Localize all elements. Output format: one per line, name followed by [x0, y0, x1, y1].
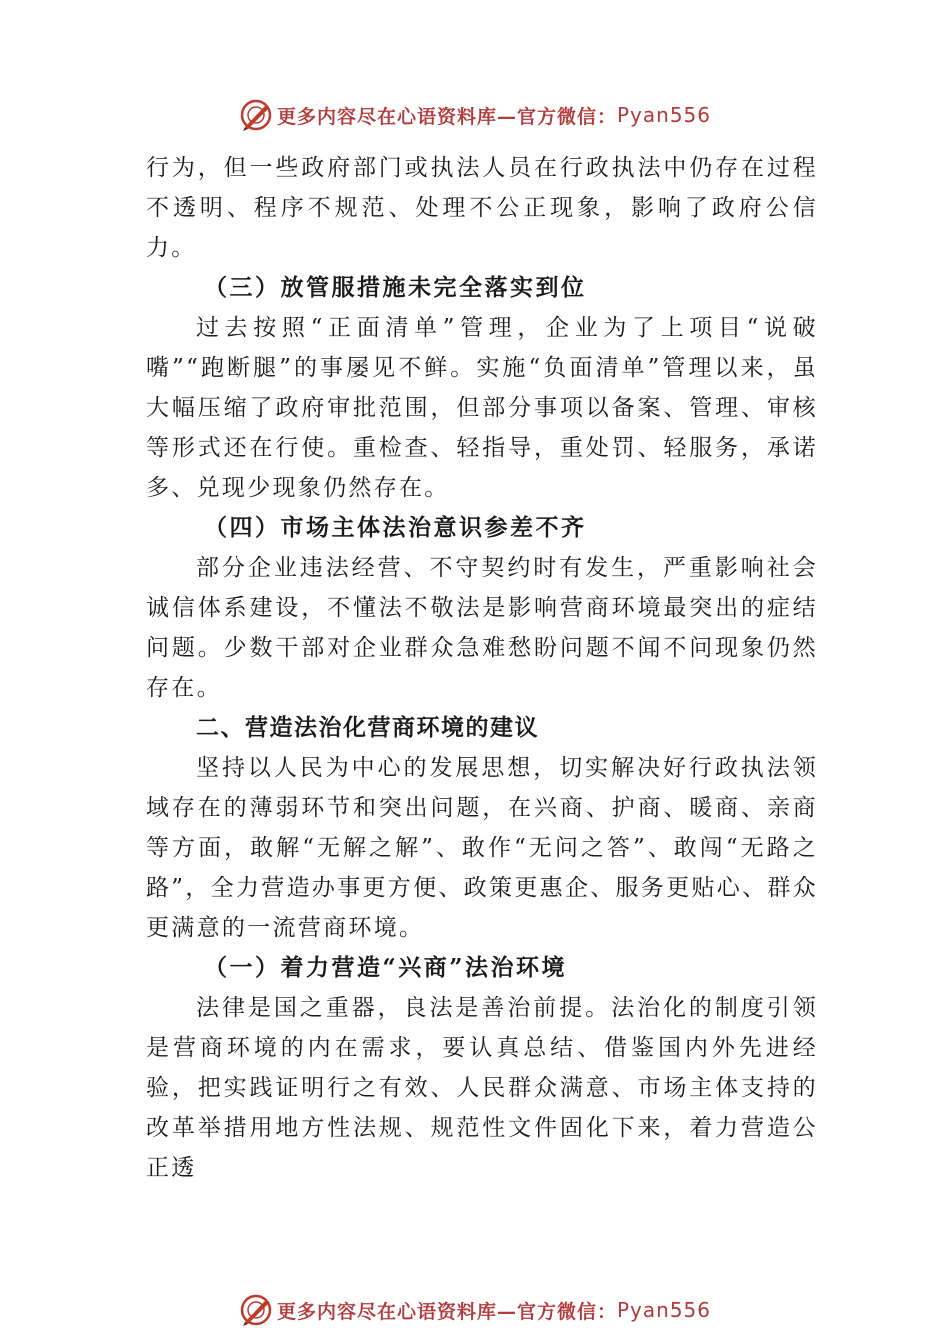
body-paragraph: 部分企业违法经营、不守契约时有发生，严重影响社会诚信体系建设，不懂法不敬法是影响营商环境最突出的症结问题。少数干部对企业群众急难愁盼问题不闻不问现象仍然存在。 — [146, 555, 818, 701]
pen-logo-icon — [239, 98, 273, 132]
footer-banner — [0, 1290, 950, 1330]
banner-wechat-id: Pyan556 — [617, 103, 712, 127]
body-paragraph: 法律是国之重器，良法是善治前提。法治化的制度引领是营商环境的内在需求，要认真总结、借鉴国内外先进经验，把实践证明行之有效、人民群众满意、市场主体支持的改革举措用地方性法规、规范性文件固化下来，着力营造公正透 — [146, 995, 818, 1181]
body-paragraph: 坚持以人民为中心的发展思想，切实解决好行政执法领域存在的薄弱环节和突出问题，在兴商、护商、暖商、亲商等方面，敢解“无解之解”、敢作“无问之答”、敢闯“无路之路”，全力营造办事更方便、政策更惠企、服务更贴心、群众更满意的一流营商环境。 — [146, 755, 818, 941]
banner-text: 更多内容尽在心语资料库—官方微信： — [276, 105, 617, 128]
banner-text: 更多内容尽在心语资料库—官方微信： — [276, 1300, 617, 1323]
body-paragraph: 行为，但一些政府部门或执法人员在行政执法中仍存在过程不透明、程序不规范、处理不公正现象，影响了政府公信力。 — [146, 155, 818, 261]
document-body — [146, 148, 818, 1188]
section-heading: （一）着力营造“兴商”法治环境 — [204, 954, 567, 981]
banner-wechat-id: Pyan556 — [617, 1298, 712, 1322]
section-heading: （四）市场主体法治意识参差不齐 — [204, 514, 587, 541]
pen-logo-icon — [239, 1293, 273, 1327]
header-banner — [0, 95, 950, 135]
section-heading: （三）放管服措施未完全落实到位 — [204, 274, 587, 301]
chapter-heading: 二、营造法治化营商环境的建议 — [196, 715, 539, 741]
body-paragraph: 过去按照“正面清单”管理，企业为了上项目“说破嘴”“跑断腿”的事屡见不鲜。实施“负面清单”管理以来，虽大幅压缩了政府审批范围，但部分事项以备案、管理、审核等形式还在行使。重检查、轻指导，重处罚、轻服务，承诺多、兑现少现象仍然存在。 — [146, 315, 818, 501]
